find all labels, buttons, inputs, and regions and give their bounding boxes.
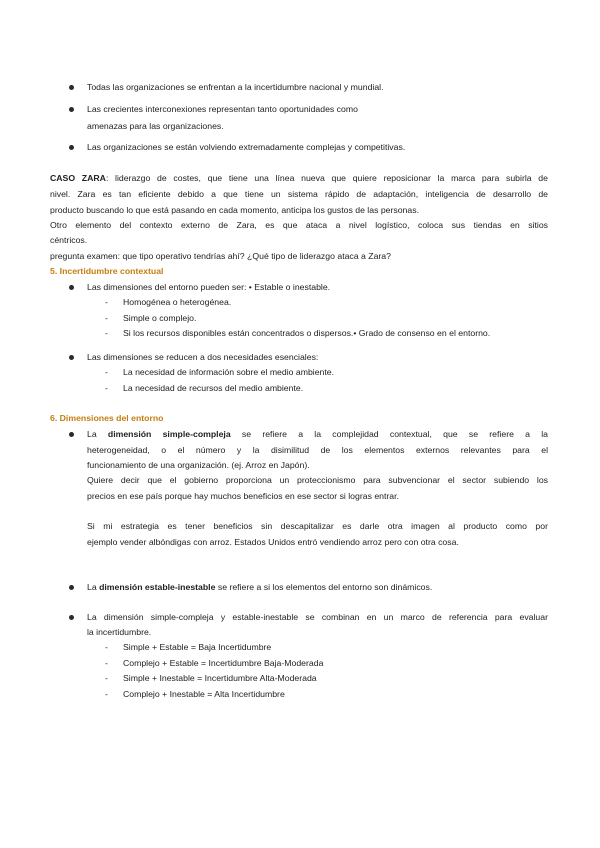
dash-item: Complejo + Inestable = Alta Incertidumbre [123,689,285,699]
dash-marker: - [105,689,108,699]
dash-item: Complejo + Estable = Incertidumbre Baja-Moderada [123,658,324,668]
exam-question: pregunta examen: que tipo operativo tendrías ahí? ¿Qué tipo de liderazgo ataca a Zara? [50,251,391,261]
dash-marker: - [105,297,108,307]
dash-item: Simple + Inestable = Incertidumbre Alta-Moderada [123,673,317,683]
dash-marker: - [105,658,108,668]
bullet-icon [69,615,74,620]
bullet-text-part: se refiere a si los elementos del entorno son dinámicos. [215,582,433,592]
bullet-text: La dimensión simple-compleja y estable-inestable se combinan en un marco de referencia para evaluar [87,612,548,622]
caso-zara-text: : liderazgo de costes, que tiene una línea nueva que quiere reposicionar la marca para subirla de [105,173,548,183]
dash-marker: - [105,642,108,652]
caso-zara-line: nivel. Zara es tan eficiente debido a que tiene un sistema rápido de adaptación, inteligencia de desarrollo de [50,189,548,199]
bullet-icon [69,107,74,112]
caso-zara-line: céntricos. [50,235,88,245]
bullet-text-part: se refiere a la complejidad contextual, que se refiere a la [230,429,548,439]
bullet-text-cont: precios en ese país porque hay muchos beneficios en ese sector si logras entrar. [87,491,399,501]
caso-zara-label: CASO ZARA [50,173,106,183]
bullet-text [87,582,432,593]
bullet-icon [69,585,74,590]
dash-item: Homogénea o heterogénea. [123,297,232,307]
bold-term: dimensión simple-compleja [107,429,231,439]
bullet-text: Las dimensiones del entorno pueden ser: • Estable o inestable. [87,282,331,292]
section-heading: 5. Incertidumbre contextual [50,266,164,276]
bullet-text-cont: Si mi estrategia es tener beneficios sin descapitalizar es darle otra imagen al producto como por [87,521,548,531]
dash-marker: - [105,313,108,323]
bullet-icon [69,85,74,90]
dash-item: Si los recursos disponibles están concentrados o dispersos.• Grado de consenso en el entorno. [123,328,491,338]
bullet-text: Las organizaciones se están volviendo extremadamente complejas y competitivas. [87,142,406,152]
bullet-text: Las dimensiones se reducen a dos necesidades esenciales: [87,352,319,362]
bullet-text: Las crecientes interconexiones representan tanto oportunidades como [87,104,358,114]
caso-zara-line [50,173,548,184]
dash-item: Simple o complejo. [123,313,197,323]
bullet-text-cont: la incertidumbre. [87,627,152,637]
bullet-text-cont: Quiere decir que el gobierno proporciona un proteccionismo para subvencionar el sector subiendo los [87,475,548,485]
section-heading: 6. Dimensiones del entorno [50,413,164,423]
dash-marker: - [105,673,108,683]
dash-marker: - [105,367,108,377]
dash-item: La necesidad de información sobre el medio ambiente. [123,367,335,377]
bullet-text-cont: funcionamiento de una organización. (ej. Arroz en Japón). [87,460,310,470]
bullet-icon [69,285,74,290]
dash-item: Simple + Estable = Baja Incertidumbre [123,642,272,652]
bullet-icon [69,432,74,437]
bullet-text-cont: amenazas para las organizaciones. [87,121,224,131]
bullet-text-part: La [87,429,108,439]
bullet-icon [69,145,74,150]
dash-marker: - [105,383,108,393]
bullet-text-part: La [87,582,100,592]
bullet-text-cont: ejemplo vender albóndigas con arroz. Estados Unidos entró vendiendo arroz pero con otra cosa. [87,537,459,547]
caso-zara-line: producto buscando lo que está pasando en cada momento, anticipa los gustos de las personas. [50,205,419,215]
bullet-text: Todas las organizaciones se enfrentan a la incertidumbre nacional y mundial. [87,82,384,92]
dash-item: La necesidad de recursos del medio ambiente. [123,383,304,393]
bold-term: dimensión estable-inestable [99,582,216,592]
bullet-text [87,429,548,440]
dash-marker: - [105,328,108,338]
caso-zara-line: Otro elemento del contexto externo de Zara, es que ataca a nivel logístico, coloca sus tiendas en sitios [50,220,548,230]
bullet-text-cont: heterogeneidad, o el número y la disimilitud de los elementos externos relevantes para el [87,445,548,455]
bullet-icon [69,355,74,360]
